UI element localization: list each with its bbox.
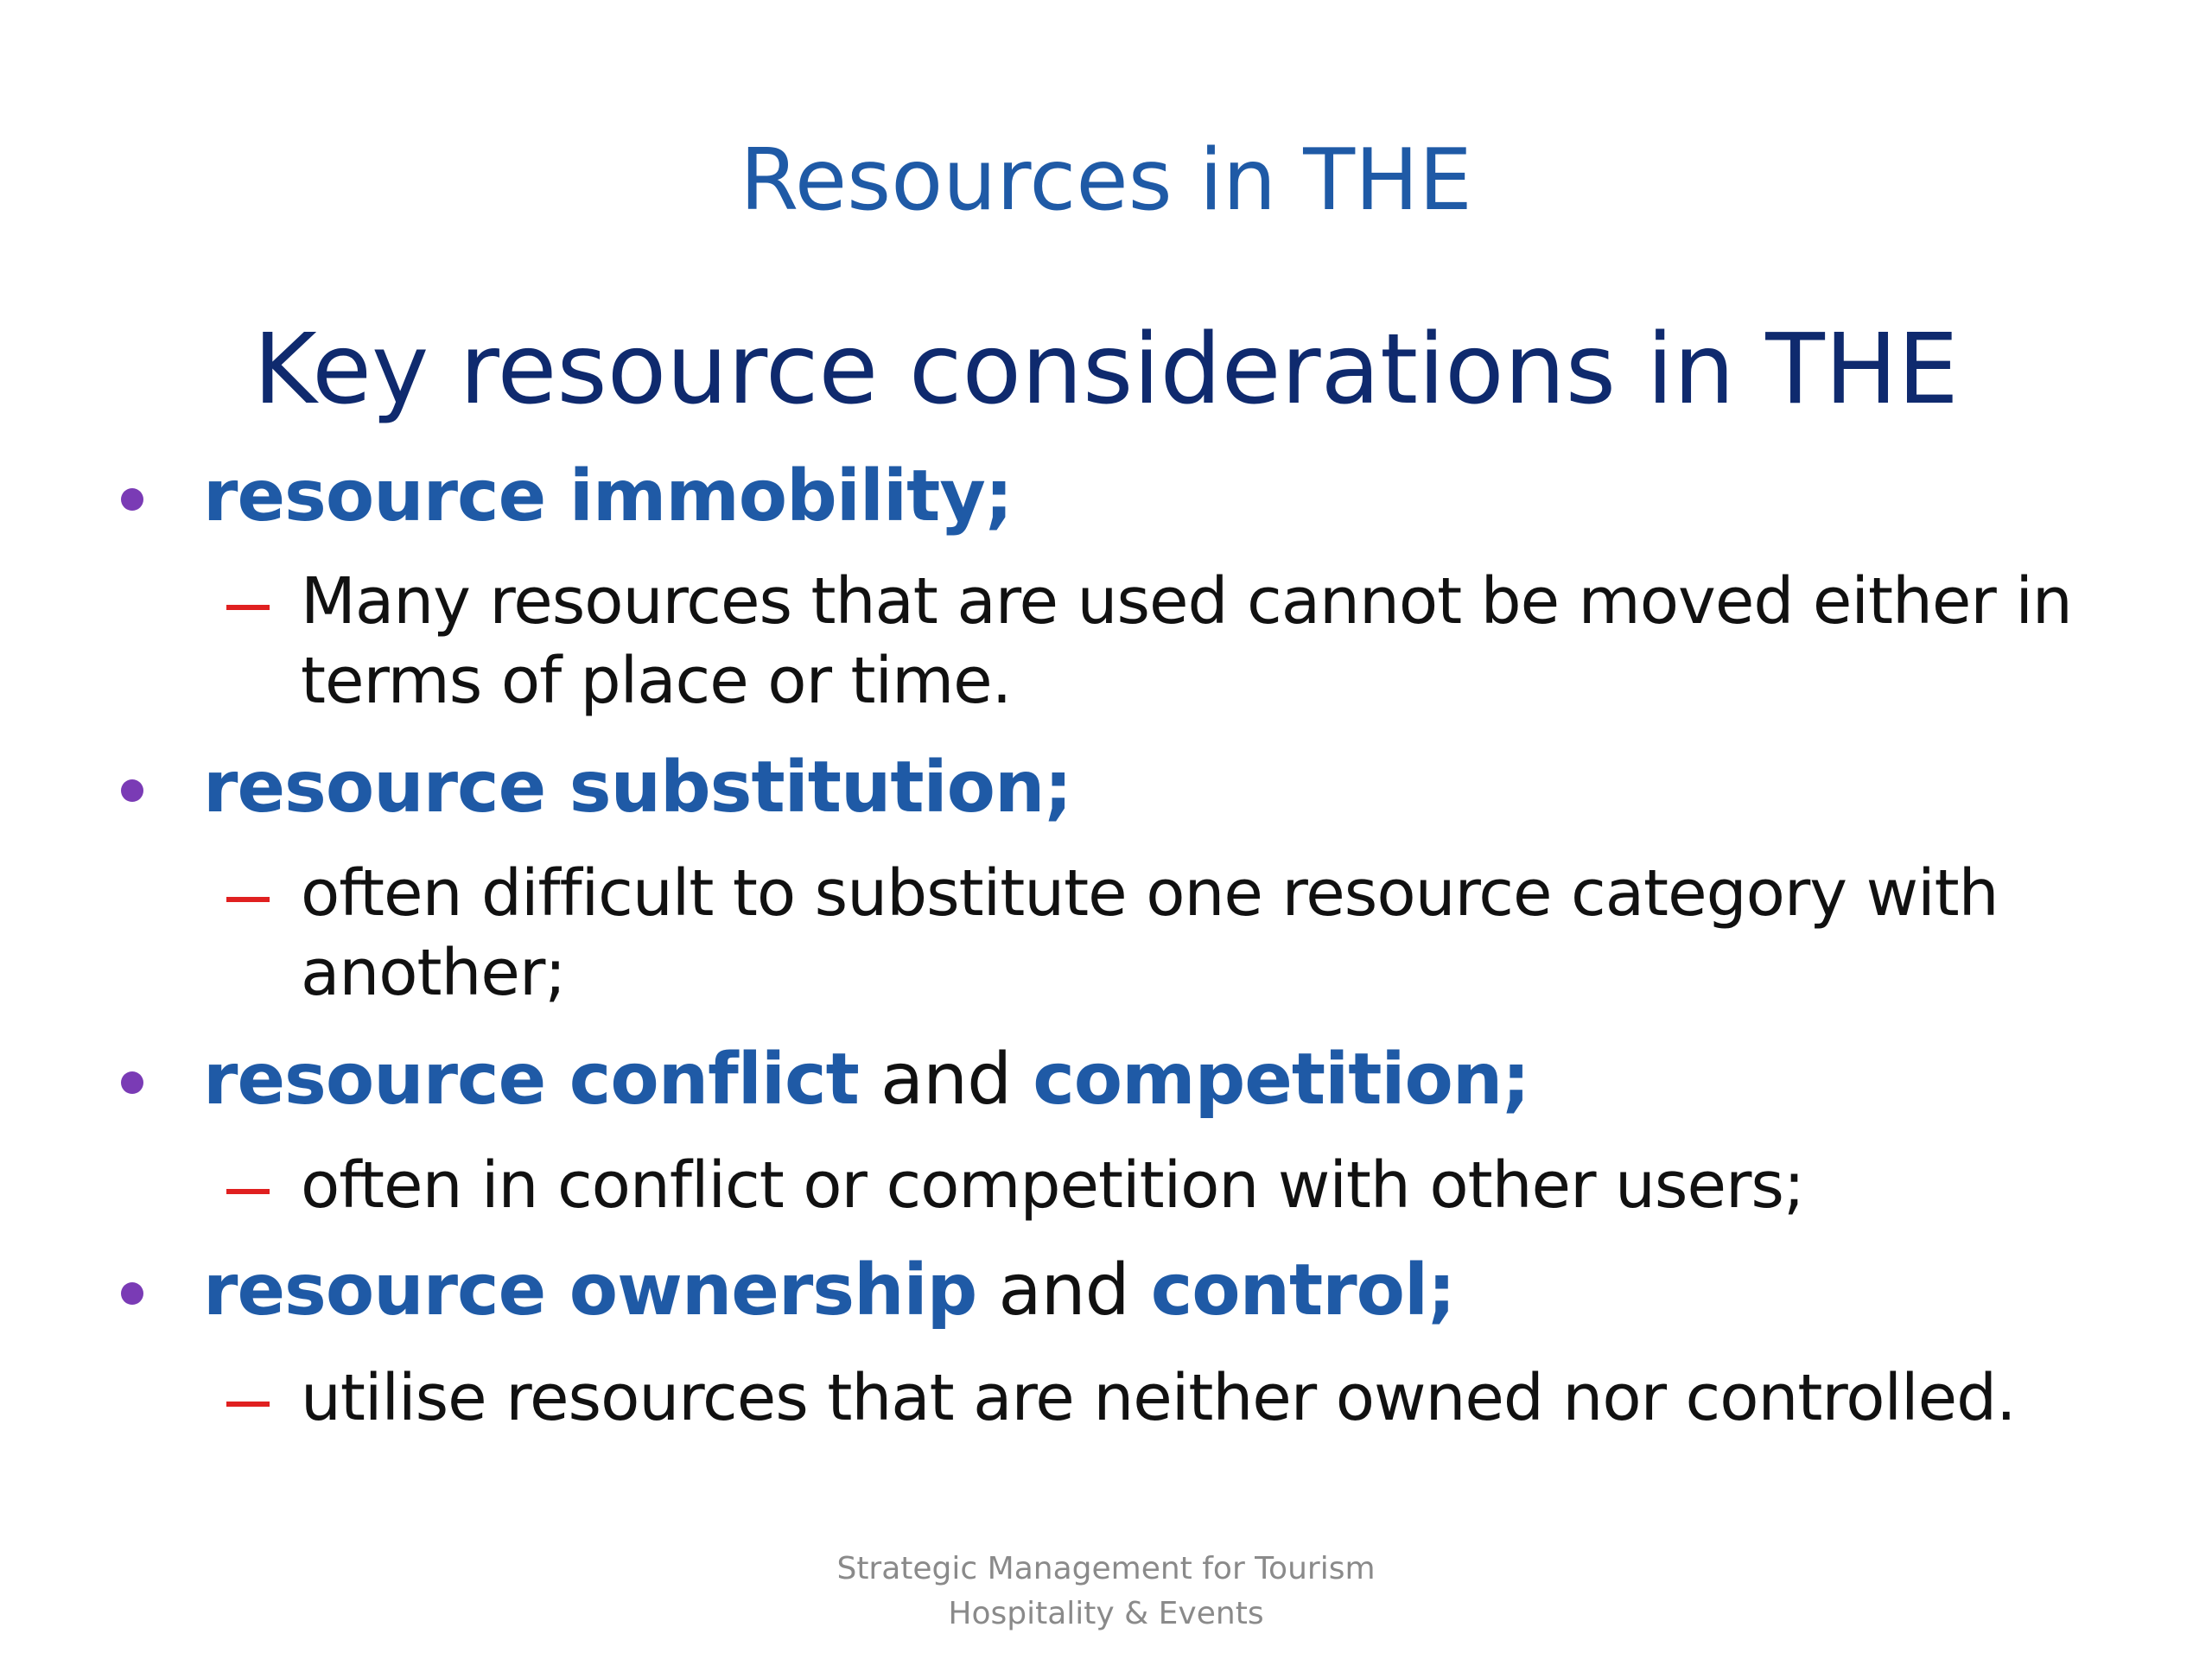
bullet-dot-icon xyxy=(121,488,143,511)
dash-icon xyxy=(226,605,270,610)
slide-title: Resources in THE xyxy=(740,131,1472,230)
sub-item-text: often difficult to substitute one resource category with another; xyxy=(301,856,1999,1010)
bullet-dot-icon xyxy=(121,1071,143,1094)
sub-item-text: Many resources that are used cannot be moved either in terms of place or time. xyxy=(301,564,2072,718)
bullet-heading: resource immobility; xyxy=(203,455,1013,537)
bullet-heading: resource conflict and competition; xyxy=(203,1039,1530,1121)
bullet-dot-icon xyxy=(121,779,143,802)
dash-icon xyxy=(226,1189,270,1194)
dash-icon xyxy=(226,1402,270,1407)
sub-item-text: utilise resources that are neither owned nor controlled. xyxy=(301,1361,2016,1435)
sub-item-text: often in conflict or competition with other users; xyxy=(301,1148,1804,1223)
bullet-dot-icon xyxy=(121,1282,143,1305)
bullet-heading: resource substitution; xyxy=(203,747,1072,829)
dash-icon xyxy=(226,897,270,902)
slide-subtitle: Key resource considerations in THE xyxy=(253,314,1959,426)
bullet-heading: resource ownership and control; xyxy=(203,1249,1455,1332)
slide-footer: Strategic Management for Tourism Hospitality & Events xyxy=(836,1551,1376,1631)
